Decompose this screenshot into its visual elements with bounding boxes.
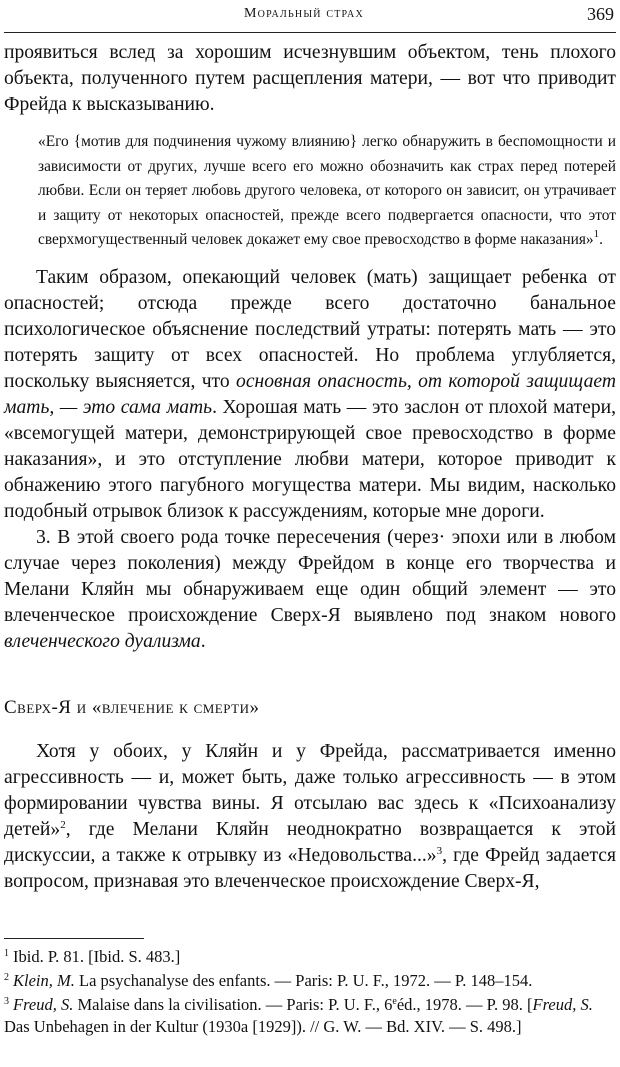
running-head — [4, 0, 616, 33]
footnote-3-edition-sup: e — [392, 996, 397, 1007]
footnote-3 — [4, 994, 616, 1038]
footnote-ref-2[interactable]: 2 — [60, 818, 66, 831]
footnote-3-author: Freud, S. — [13, 995, 74, 1014]
quote-end: . — [599, 231, 603, 248]
footnote-ref-3[interactable]: 3 — [436, 844, 443, 857]
footnote-rule — [4, 938, 144, 939]
footnote-ref-1[interactable]: 1 — [593, 228, 600, 240]
paragraph-4-text-c: , где Фрейд задается вопросом, признавая это влеченческое происхождение Сверх-Я, — [4, 844, 617, 892]
footnote-1-text: Ibid. P. 81. [Ibid. S. 483.] — [13, 947, 181, 966]
footnote-2 — [4, 970, 616, 992]
footnotes — [4, 946, 616, 1040]
paragraph-2 — [4, 265, 616, 525]
footnote-2-author: Klein, M. — [13, 971, 75, 990]
paragraph-1-text: проявиться вслед за хорошим исчезнувшим объектом, тень плохого объекта, полученного путем расщепления матери, — вот что приводит Фрейда к высказыванию. — [4, 42, 616, 115]
footnote-3-author-2: Freud, S. — [532, 995, 593, 1014]
paragraph-3-text-b: . — [200, 630, 206, 652]
page-body — [4, 40, 616, 895]
paragraph-3 — [4, 525, 616, 655]
block-quote-text — [38, 130, 616, 253]
footnote-3-text-a: Malaise dans la civilisation. — Paris: P. U. F., 6 — [73, 995, 393, 1014]
page-number: 369 — [587, 4, 614, 24]
paragraph-3-emphasis: влеченческого дуализма — [4, 630, 201, 652]
paragraph-4-text-a: Хотя у обоих, у Кляйн и у Фрейда, рассматривается именно агрессивность — и, может быть, даже только агрессивность — в этом формировании чувства вины. Я отсылаю вас здесь к «Психоанализу детей» — [4, 740, 616, 840]
footnote-3-number: 3 — [4, 996, 9, 1007]
paragraph-2-text-a: Таким образом, опекающий человек (мать) защищает ребенка от опасностей; отсюда прежде всего достаточно банальное психологическое объяснение последствий утраты: потерять мать — это потерять защиту от всех опасностей. Но проблема углубляется, поскольку выясняется, что — [4, 266, 616, 392]
section-heading: Сверх-Я и «влечение к смерти» — [4, 696, 260, 718]
paragraph-3-text-a: 3. В этой своего рода точке пересечения (через· эпохи или в любом случае через поколения) между Фрейдом в конце его творчества и Мелани Кляйн мы обнаруживаем еще один общий элемент — это влеченческое происхождение Сверх-Я выявлено под знаком нового — [4, 526, 616, 626]
quote-text: «Его {мотив для подчинения чужому влиянию} легко обнаружить в беспомощности и зависимости от других, лучше всего его можно обозначить как страх перед потерей любви. Если он теряет любовь другого человека, от которого он зависит, он утрачивает и защиту от некоторых опасностей, прежде всего подвергается опасности, что этот сверхмогущественный человек докажет ему свое превосходство в форме наказания» — [38, 133, 616, 248]
paragraph-1 — [4, 40, 616, 118]
footnote-1-number: 1 — [4, 948, 9, 959]
paragraph-4 — [4, 739, 616, 895]
footnote-2-number: 2 — [4, 972, 9, 983]
block-quote — [4, 130, 616, 253]
footnote-3-text-b: éd., 1978. — P. 98. [ — [396, 995, 533, 1014]
paragraph-2-emphasis: основная опасность, от которой защищает мать, — это сама мать — [4, 370, 616, 418]
paragraph-4-text-b: , где Мелани Кляйн неоднократно возвращается к этой дискуссии, а также к отрывку из «Недовольства...» — [4, 818, 616, 866]
footnote-3-text-c: Das Unbehagen in der Kultur (1930a [1929]). // G. W. — Bd. XIV. — S. 498.] — [4, 1017, 522, 1036]
running-head-title: Моральный страх — [244, 6, 364, 21]
footnote-2-text: La psychanalyse des enfants. — Paris: P. U. F., 1972. — P. 148–154. — [74, 971, 533, 990]
footnote-1 — [4, 946, 616, 968]
paragraph-2-text-b: . Хорошая мать — это заслон от плохой матери, «всемогущей матери, демонстрирующей свое превосходство в форме наказания», и это отступление любви матери, которое приводит к обнажению этого пагубного могущества матери. Мы видим, насколько подобный отрывок близок к рассуждениям, которые мне дороги. — [4, 396, 616, 522]
